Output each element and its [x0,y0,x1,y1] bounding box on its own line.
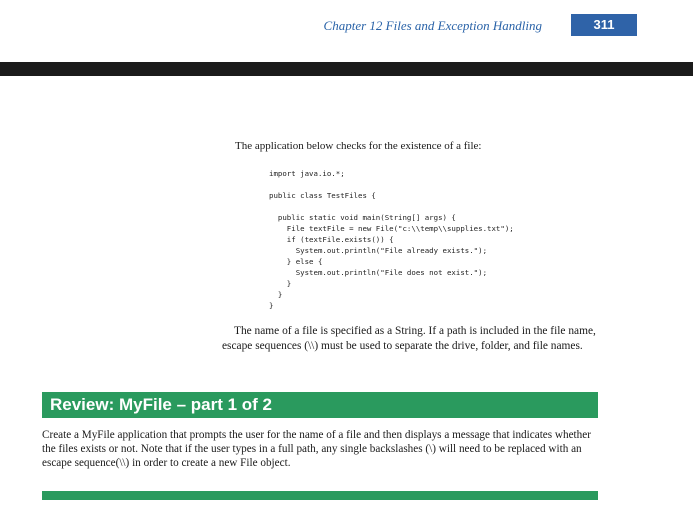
code-line: } [269,301,274,310]
explanation-paragraph: The name of a file is specified as a String. If a path is included in the file name, escape sequences (\\) must be used to separate the drive, folder, and file names. [222,325,596,352]
review-text: Create a MyFile application that prompts the user for the name of a file and then displays a message that indicates whether the files exists or not. Note that if the user types in a full path, any single backslashes (\) will need to be replaced with an escape sequence(\\) in order to create a new File object. [42,429,591,469]
review-footer-bar [42,491,598,500]
code-line: } else { [269,257,323,266]
code-line: } [269,279,292,288]
intro-text: The application below checks for the existence of a file: [235,140,482,152]
code-line: public static void main(String[] args) { [269,213,456,222]
code-line [269,179,514,190]
review-header-bar [42,392,598,418]
code-line: if (textFile.exists()) { [269,235,394,244]
header-divider-band [0,62,693,76]
code-line: System.out.println("File does not exist."); [269,268,488,277]
code-line: } [269,290,283,299]
page-number-badge: 311 [571,14,637,36]
code-block [269,168,514,311]
chapter-title: Chapter 12 Files and Exception Handling [323,18,542,33]
review-title: Review: MyFile – part 1 of 2 [50,395,273,414]
code-line: import java.io.*; [269,169,345,178]
code-line: File textFile = new File("c:\\temp\\supplies.txt"); [269,224,514,233]
code-line: System.out.println("File already exists."); [269,246,488,255]
code-line: public class TestFiles { [269,191,376,200]
code-line [269,201,514,212]
